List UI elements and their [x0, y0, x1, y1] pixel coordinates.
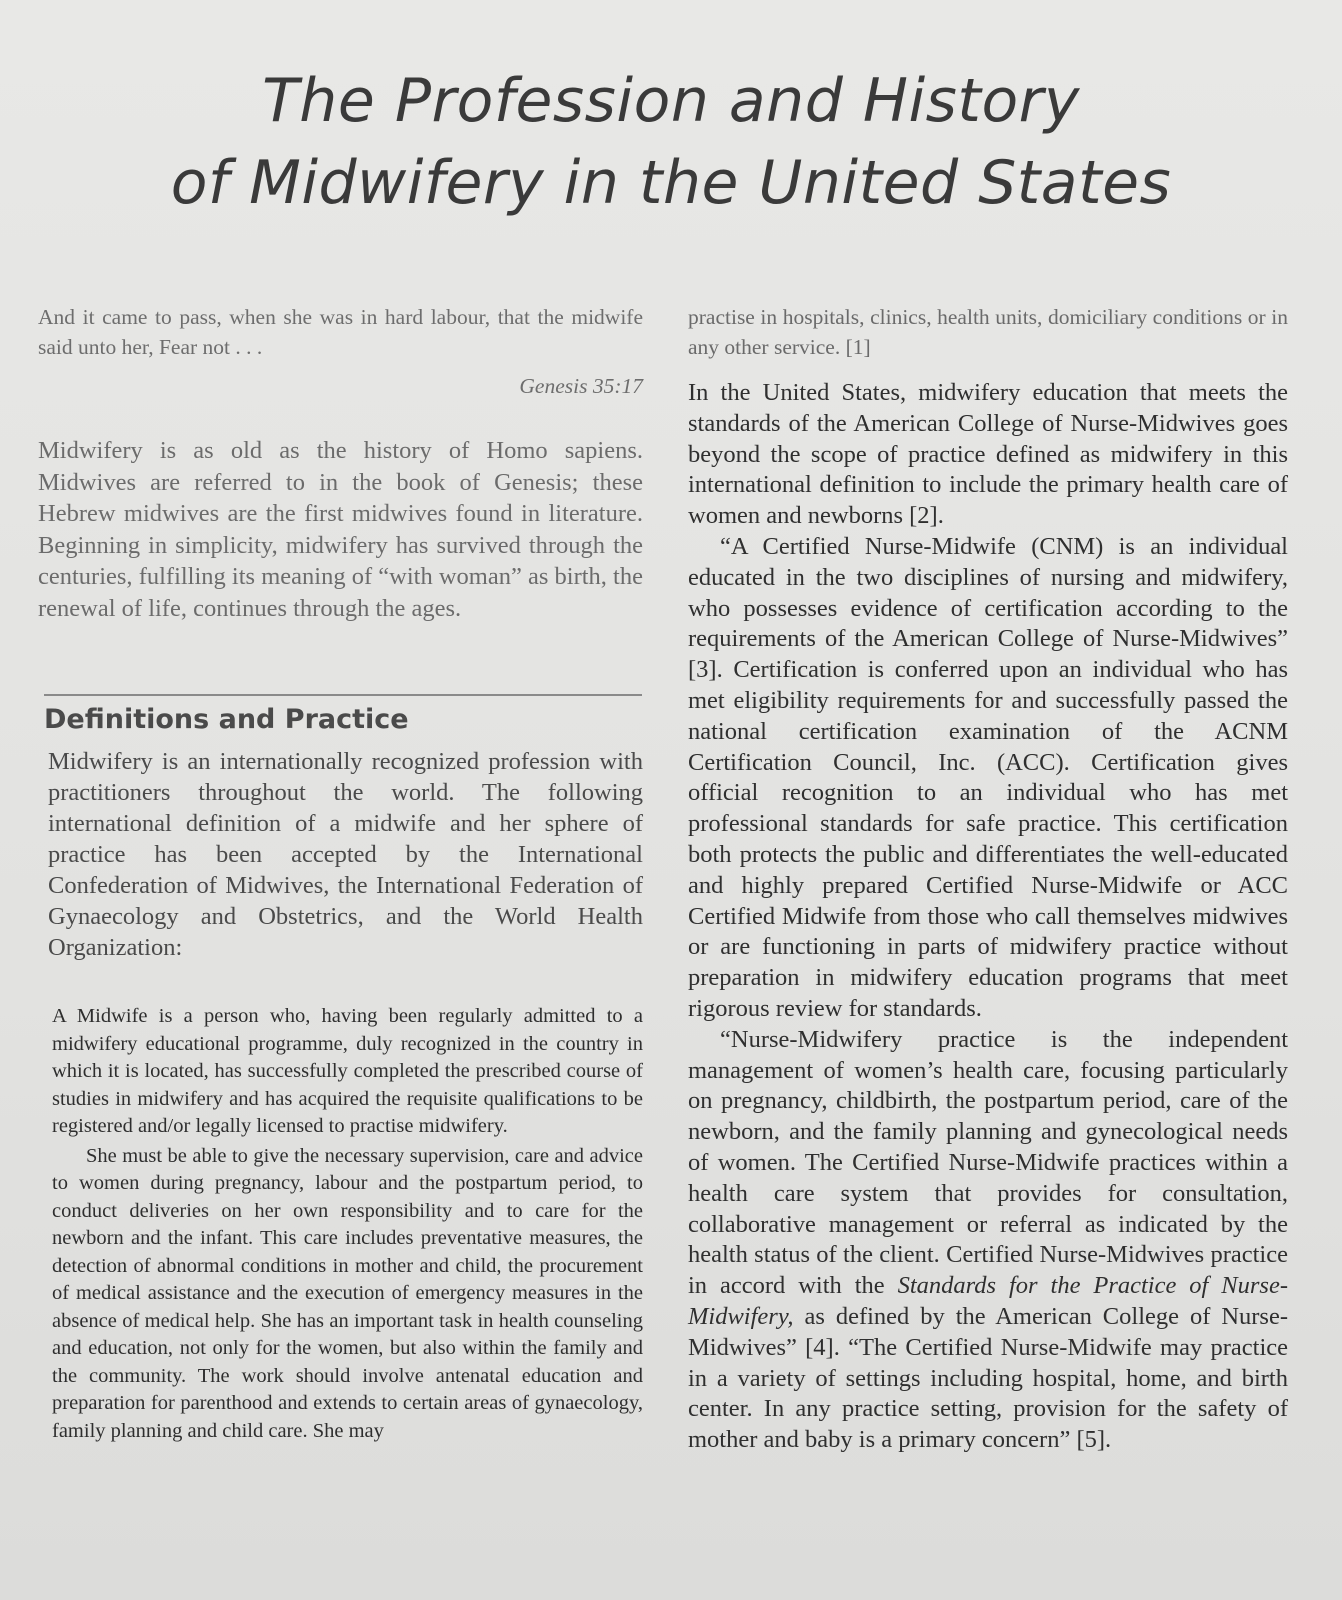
definition-paragraph-2: She must be able to give the necessary supervision, care and advice to women during pregnancy, labour and the postpartum period, to conduct deliveries on her own responsibility and to care for the newborn and the infant. This care includes preventative measures, the detection of abnormal conditions in mother and child, the procurement of medical assistance and the execution of emergency measures in the absence of medical help. She has an important task in health counseling and education, not only for the women, but also within the family and the community. The work should involve antenatal education and preparation for parenthood and extends to certain areas of gynaecology, family planning and child care. She may [52, 1144, 643, 1442]
intro-paragraph: Midwifery is as old as the history of Homo sapiens. Midwives are referred to in the book of Genesis; these Hebrew midwives are the first midwives found in literature. Beginning in simplicity, midwifery has survived through the centuries, fulfilling its meaning of “with woman” as birth, the renewal of life, continues through the ages. [38, 437, 643, 622]
right-paragraph-1: In the United States, midwifery education that meets the standards of the American College of Nurse-Midwives goes beyond the scope of practice defined as midwifery in this international definition to include the primary health care of women and newborns [2]. [688, 379, 1288, 530]
definition-continuation: practise in hospitals, clinics, health units, domiciliary conditions or in any other service. [1] [688, 305, 1288, 359]
standards-title: Standards for the Practice of Nurse-Midwifery, [688, 1272, 1288, 1330]
title-line-1: The Profession and History [262, 66, 1080, 137]
section-paragraph: Midwifery is an internationally recognized profession with practitioners throughout the world. The following international definition of a midwife and her sphere of practice has been accepted by the International Confederation of Midwives, the International Federation of Gynaecology and Obstetrics, and the World Health Organization: [48, 748, 643, 961]
right-column [688, 302, 1288, 1456]
title-line-2: of Midwifery in the United States [170, 148, 1172, 219]
paragraph-3-start: “Nurse-Midwifery practice is the independent management of women’s health care, focusing particularly on pregnancy, childbirth, the postpartum period, care of the newborn, and the family planning and gynecological needs of women. The Certified Nurse-Midwife practices within a health care system that provides for consultation, collaborative management or referral as indicated by the health status of the client. Certified Nurse-Midwives practice in accord with the [688, 1025, 1288, 1300]
section-heading: Definitions and Practice [44, 704, 409, 735]
left-column [38, 302, 643, 1445]
definition-paragraph-1: A Midwife is a person who, having been regularly admitted to a midwifery educational programme, duly recognized in the country in which it is located, has successfully completed the prescribed course of studies in midwifery and has acquired the requisite qualifications to be registered and/or legally licensed to practise midwifery. [52, 1005, 643, 1137]
midwife-definition [52, 1003, 643, 1445]
epigraph-source: Genesis 35:17 [519, 374, 643, 398]
paragraph-3-end: as defined by the American College of Nurse-Midwives” [4]. “The Certified Nurse-Midwife may practice in a variety of settings including hospital, home, and birth center. In any practice setting, provision for the safety of mother and baby is a primary concern” [5]. [688, 1302, 1288, 1454]
epigraph-text: And it came to pass, when she was in hard labour, that the midwife said unto her, Fear not . . . [38, 305, 643, 359]
right-paragraph-2: “A Certified Nurse-Midwife (CNM) is an individual educated in the two disciplines of nursing and midwifery, who possesses evidence of certification according to the requirements of the American College of Nurse-Midwives” [3]. Certification is conferred upon an individual who has met eligibility requirements for and successfully passed the national certification examination of the ACNM Certification Council, Inc. (ACC). Certification gives official recognition to an individual who has met professional standards for safe practice. This certification both protects the public and differentiates the well-educated and highly prepared Certified Nurse-Midwife or ACC Certified Midwife from those who call themselves midwives or are functioning in parts of midwifery practice without preparation in midwifery education programs that meet rigorous review for standards. [688, 532, 1288, 1022]
page-title [0, 60, 1342, 224]
right-body [688, 378, 1288, 1456]
section-rule [44, 694, 642, 696]
right-paragraph-3 [688, 1025, 1288, 1456]
